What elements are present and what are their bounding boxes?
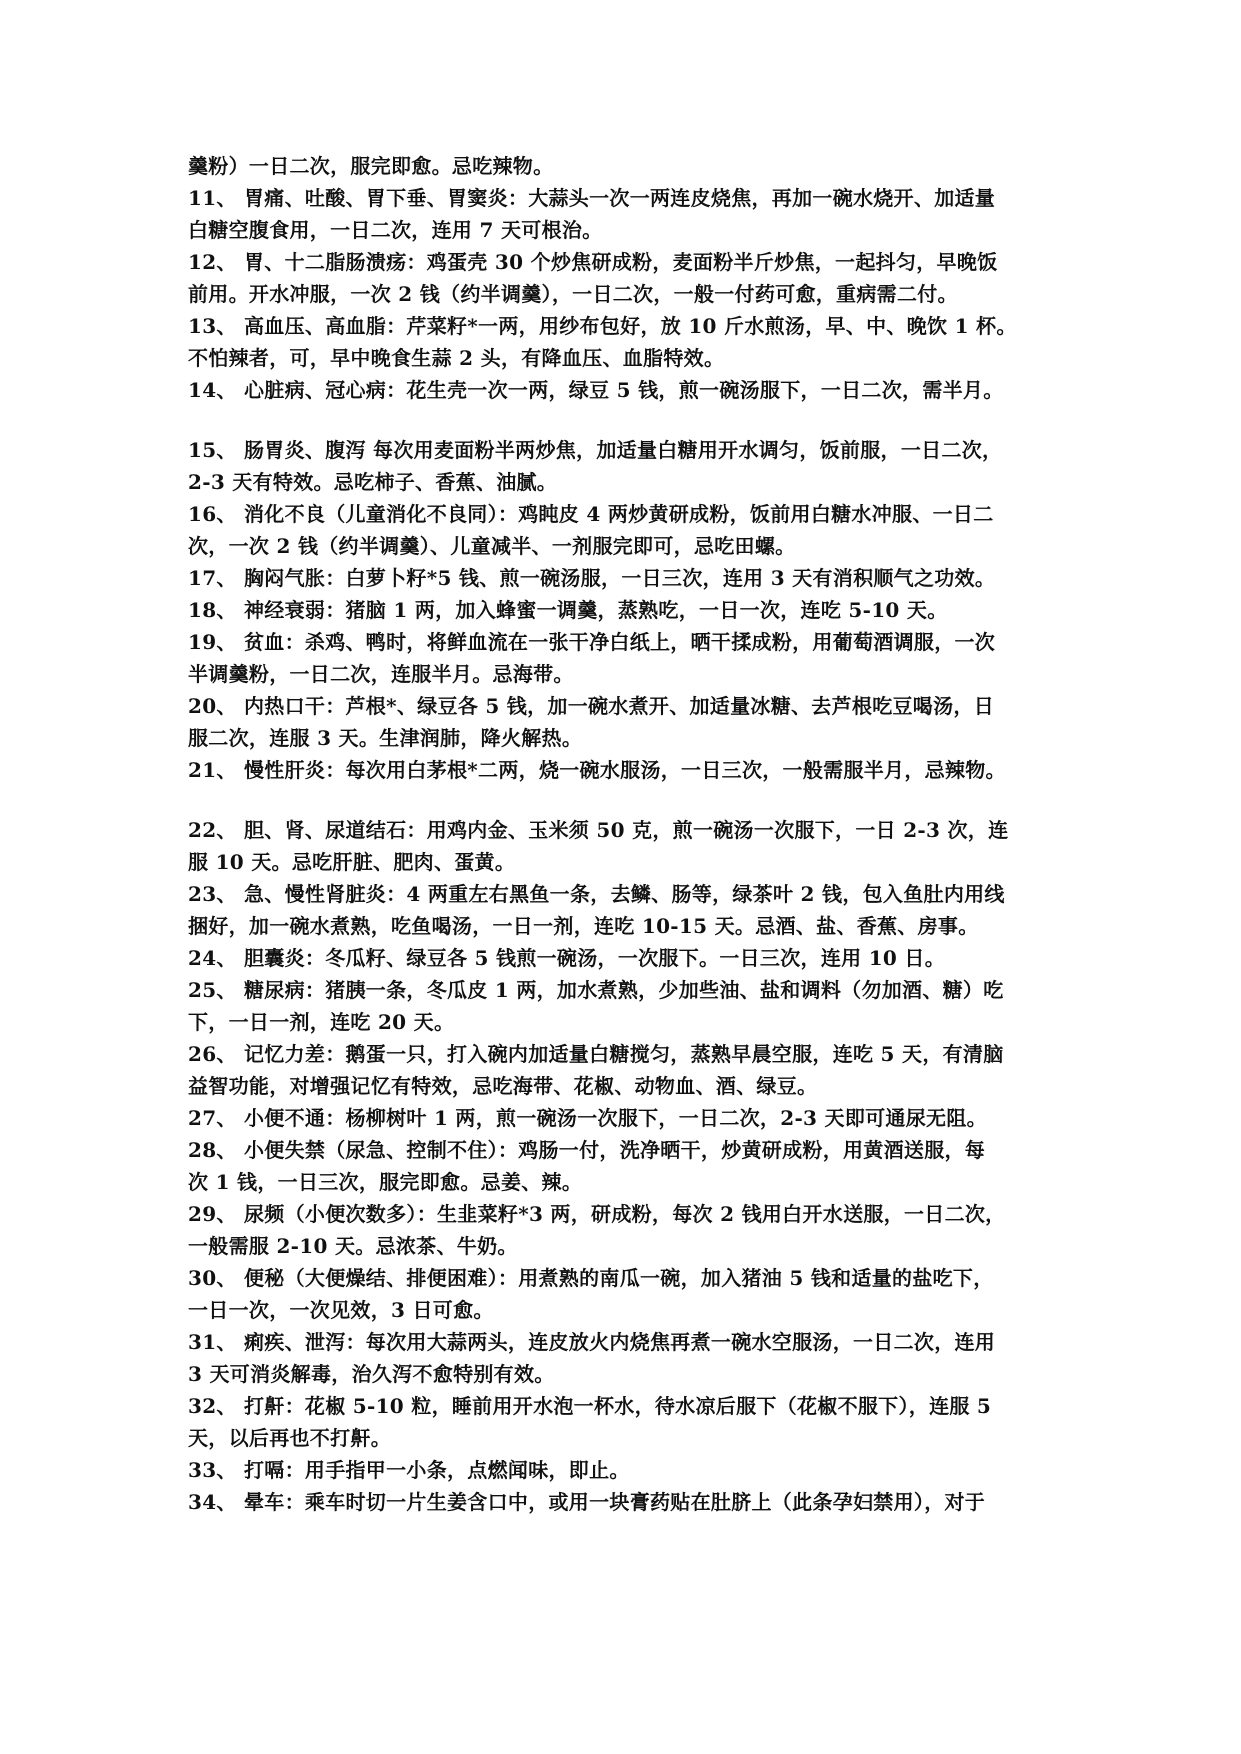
text-line: 27、 小便不通：杨柳树叶 1 两，煎一碗汤一次服下，一日二次，2-3 天即可通尿无阻。 (188, 1106, 987, 1130)
text-line: 一般需服 2-10 天。忌浓茶、牛奶。 (188, 1234, 518, 1258)
text-line: 19、 贫血：杀鸡、鸭时，将鲜血流在一张干净白纸上，晒干揉成粉，用葡萄酒调服，一次 (188, 630, 996, 654)
text-line: 20、 内热口干：芦根*、绿豆各 5 钱，加一碗水煮开、加适量冰糖、去芦根吃豆喝汤，日 (188, 694, 994, 718)
text-line: 30、 便秘（大便燥结、排便困难）：用煮熟的南瓜一碗，加入猪油 5 钱和适量的盐吃下， (188, 1266, 994, 1290)
text-line: 3 天可消炎解毒，治久泻不愈特别有效。 (188, 1362, 555, 1386)
text-line: 14、 心脏病、冠心病：花生壳一次一两，绿豆 5 钱，煎一碗汤服下，一日二次，需半月。 (188, 378, 1004, 402)
text-line: 2-3 天有特效。忌吃柿子、香蕉、油腻。 (188, 470, 558, 494)
text-line: 15、 肠胃炎、腹泻 每次用麦面粉半两炒焦，加适量白糖用开水调匀，饭前服，一日二次， (188, 438, 1003, 462)
text-line: 24、 胆囊炎：冬瓜籽、绿豆各 5 钱煎一碗汤，一次服下。一日三次，连用 10 日。 (188, 946, 945, 970)
text-line: 25、 糖尿病：猪胰一条，冬瓜皮 1 两，加水煮熟，少加些油、盐和调料（勿加酒、糖）吃 (188, 978, 1004, 1002)
text-line: 不怕辣者，可，早中晚食生蒜 2 头，有降血压、血脂特效。 (188, 346, 725, 370)
text-line: 32、 打鼾：花椒 5-10 粒，睡前用开水泡一杯水，待水凉后服下（花椒不服下），连服 5 (188, 1394, 992, 1418)
text-line: 一日一次，一次见效，3 日可愈。 (188, 1298, 494, 1322)
document-page (188, 150, 1060, 1518)
paragraph-gap (188, 786, 1060, 814)
text-line: 23、 急、慢性肾脏炎：4 两重左右黑鱼一条，去鳞、肠等，绿茶叶 2 钱，包入鱼肚内用线 (188, 882, 1005, 906)
text-line: 31、 痢疾、泄泻：每次用大蒜两头，连皮放火内烧焦再煮一碗水空服汤，一日二次，连用 (188, 1330, 996, 1354)
text-line: 服 10 天。忌吃肝脏、肥肉、蛋黄。 (188, 850, 516, 874)
text-line: 13、 高血压、高血脂：芹菜籽*一两，用纱布包好，放 10 斤水煎汤，早、中、晚饮 1 杯。 (188, 314, 1017, 338)
text-line: 17、 胸闷气胀：白萝卜籽*5 钱、煎一碗汤服，一日三次，连用 3 天有消积顺气之功效。 (188, 566, 996, 590)
text-line: 21、 慢性肝炎：每次用白茅根*二两，烧一碗水服汤，一日三次，一般需服半月，忌辣物。 (188, 758, 1006, 782)
text-line: 29、 尿频（小便次数多）：生韭菜籽*3 两，研成粉，每次 2 钱用白开水送服，一日二次， (188, 1202, 1006, 1226)
text-line: 次 1 钱，一日三次，服完即愈。忌姜、辣。 (188, 1170, 583, 1194)
text-line: 26、 记忆力差：鹅蛋一只，打入碗内加适量白糖搅匀，蒸熟早晨空服，连吃 5 天，有清脑 (188, 1042, 1004, 1066)
text-line: 捆好，加一碗水煮熟，吃鱼喝汤，一日一剂，连吃 10-15 天。忌酒、盐、香蕉、房事。 (188, 914, 979, 938)
text-line: 22、 胆、肾、尿道结石：用鸡内金、玉米须 50 克，煎一碗汤一次服下，一日 2-3 次，连 (188, 818, 1009, 842)
paragraph-gap (188, 406, 1060, 434)
text-line: 服二次，连服 3 天。生津润肺，降火解热。 (188, 726, 583, 750)
text-line: 下，一日一剂，连吃 20 天。 (188, 1010, 455, 1034)
text-line: 18、 神经衰弱：猪脑 1 两，加入蜂蜜一调羹，蒸熟吃，一日一次，连吃 5-10 天。 (188, 598, 948, 622)
text-line: 前用。开水冲服，一次 2 钱（约半调羹），一日二次，一般一付药可愈，重病需二付。 (188, 282, 958, 306)
text-line: 天，以后再也不打鼾。 (188, 1426, 391, 1450)
text-line: 11、 胃痛、吐酸、胃下垂、胃窦炎：大蒜头一次一两连皮烧焦，再加一碗水烧开、加适量 (188, 186, 996, 210)
text-line: 16、 消化不良（儿童消化不良同）：鸡盹皮 4 两炒黄研成粉，饭前用白糖水冲服、一日二 (188, 502, 994, 526)
text-line: 次，一次 2 钱（约半调羹）、儿童减半、一剂服完即可，忌吃田螺。 (188, 534, 796, 558)
text-line: 34、 晕车：乘车时切一片生姜含口中，或用一块膏药贴在肚脐上（此条孕妇禁用），对于 (188, 1490, 986, 1514)
text-line: 半调羹粉，一日二次，连服半月。忌海带。 (188, 662, 574, 686)
text-line: 33、 打嗝：用手指甲一小条，点燃闻味，即止。 (188, 1458, 630, 1482)
text-line: 羹粉）一日二次，服完即愈。忌吃辣物。 (188, 154, 554, 178)
text-line: 12、 胃、十二脂肠溃疡：鸡蛋壳 30 个炒焦研成粉，麦面粉半斤炒焦，一起抖匀，早晚饭 (188, 250, 998, 274)
text-line: 白糖空腹食用，一日二次，连用 7 天可根治。 (188, 218, 603, 242)
text-line: 28、 小便失禁（尿急、控制不住）：鸡肠一付，洗净晒干，炒黄研成粉，用黄酒送服，每 (188, 1138, 986, 1162)
text-line: 益智功能，对增强记忆有特效，忌吃海带、花椒、动物血、酒、绿豆。 (188, 1074, 818, 1098)
